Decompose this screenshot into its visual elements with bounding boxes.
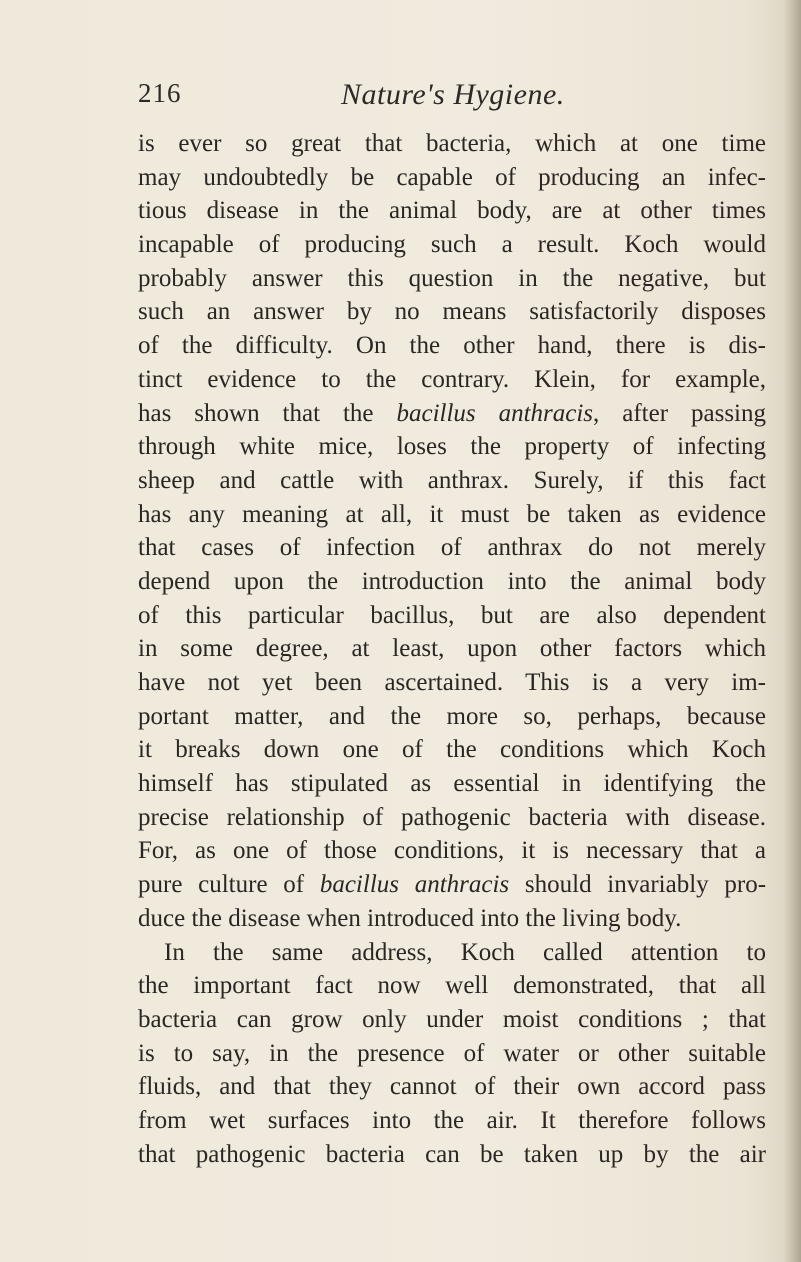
text-line: [138, 1104, 766, 1138]
text-run: may undoubtedly be capable of producing an infec-: [138, 163, 766, 191]
text-line: [138, 1003, 766, 1037]
text-line: [138, 632, 766, 666]
text-line: [138, 397, 766, 431]
text-line: [138, 363, 766, 397]
text-line: [138, 969, 766, 1003]
text-run: In the same address, Koch called attention to: [164, 938, 766, 966]
text-run: has any meaning at all, it must be taken as evidence: [138, 500, 766, 528]
text-line: [138, 868, 766, 902]
text-line: [138, 666, 766, 700]
text-run: that pathogenic bacteria can be taken up by the air: [138, 1140, 766, 1168]
text-run: tious disease in the animal body, are at other times: [138, 197, 766, 225]
text-run: incapable of producing such a result. Koch would: [138, 231, 766, 259]
text-line: [138, 801, 766, 835]
text-run: duce the disease when introduced into the living body.: [138, 904, 682, 932]
text-line: [138, 430, 766, 464]
page-edge-shadow: [783, 0, 801, 1262]
running-title: Nature's Hygiene.: [341, 78, 565, 111]
italic-term: bacillus anthracis: [319, 871, 510, 899]
text-line: [138, 565, 766, 599]
text-run: portant matter, and the more so, perhaps, because: [138, 702, 766, 730]
text-line: [138, 228, 766, 262]
italic-term: bacillus anthracis: [396, 399, 594, 427]
text-line: [138, 599, 766, 633]
text-line: [138, 1070, 766, 1104]
text-line: [138, 733, 766, 767]
body-text: [138, 127, 766, 1171]
text-line: [138, 700, 766, 734]
text-run: the important fact now well demonstrated, that all: [138, 972, 766, 1000]
page-number: 216: [138, 78, 182, 108]
text-line: [138, 262, 766, 296]
text-run: is ever so great that bacteria, which at one time: [138, 130, 766, 157]
text-run: through white mice, loses the property of infecting: [138, 433, 766, 461]
text-line: [138, 329, 766, 363]
text-line: [138, 936, 766, 970]
text-line: [138, 1037, 766, 1071]
text-run: , after passing: [593, 399, 767, 427]
text-run: it breaks down one of the conditions which Koch: [138, 736, 766, 764]
text-run: depend upon the introduction into the animal body: [138, 567, 766, 595]
text-run: probably answer this question in the negative, but: [138, 264, 766, 292]
text-line: [138, 834, 766, 868]
text-line: [138, 498, 766, 532]
page-header: [138, 78, 778, 118]
text-run: For, as one of those conditions, it is necessary that a: [138, 837, 766, 865]
text-run: such an answer by no means satisfactorily disposes: [138, 298, 766, 326]
text-run: in some degree, at least, upon other factors which: [138, 635, 766, 663]
text-run: fluids, and that they cannot of their own accord pass: [138, 1073, 766, 1101]
text-run: pure culture of: [138, 871, 320, 899]
text-run: himself has stipulated as essential in identifying the: [138, 770, 766, 798]
text-line: [138, 902, 766, 936]
text-line: [138, 161, 766, 195]
text-run: of the difficulty. On the other hand, there is dis-: [138, 332, 766, 360]
text-run: has shown that the: [138, 399, 397, 427]
text-run: is to say, in the presence of water or other suitable: [138, 1039, 766, 1067]
text-line: [138, 194, 766, 228]
text-run: bacteria can grow only under moist conditions ; that: [138, 1005, 766, 1033]
text-run: have not yet been ascertained. This is a very im-: [138, 669, 766, 696]
text-run: from wet surfaces into the air. It therefore follows: [138, 1106, 766, 1134]
text-line: [138, 1138, 766, 1172]
text-line: [138, 295, 766, 329]
text-line: [138, 767, 766, 801]
text-line: [138, 531, 766, 565]
text-run: of this particular bacillus, but are also dependent: [138, 601, 766, 629]
text-run: sheep and cattle with anthrax. Surely, if this fact: [138, 466, 766, 494]
text-run: precise relationship of pathogenic bacteria with disease.: [138, 803, 766, 831]
text-line: [138, 127, 766, 161]
text-run: that cases of infection of anthrax do not merely: [138, 534, 766, 562]
text-line: [138, 464, 766, 498]
text-run: should invariably pro-: [509, 871, 767, 899]
text-run: tinct evidence to the contrary. Klein, for example,: [138, 365, 766, 393]
